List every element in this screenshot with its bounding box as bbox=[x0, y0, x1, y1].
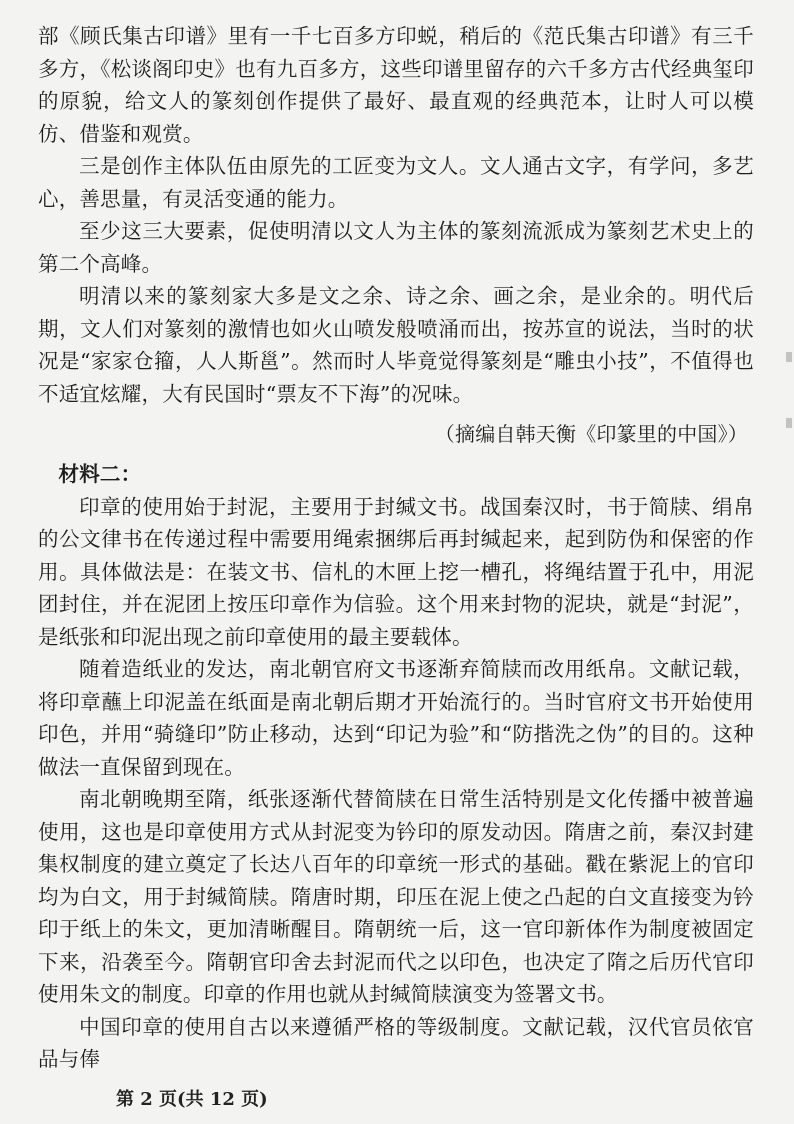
material1-paragraph-2: 至少这三大要素，促使明清以文人为主体的篆刻流派成为篆刻艺术史上的第二个高峰。 bbox=[38, 219, 754, 276]
material2-paragraph-3: 南北朝晚期至隋，纸张逐渐代替简牍在日常生活特别是文化传播中被普遍使用，这也是印章使用方式从封泥变为钤印的原发动因。隋唐之前，秦汉封建集权制度的建立奠定了长达八百年的印章统一形式的基础。戳在紫泥上的官印均为白文，用于封缄简牍。隋唐时期，印压在泥上使之凸起的白文直接变为钤印于纸上的朱文，更加清晰醒目。隋朝统一后，这一官印新体作为制度被固定下来，沿袭至今。隋朝官印舍去封泥而代之以印色，也决定了隋之后历代官印使用朱文的制度。印章的作用也就从封缄简牍演变为签署文书。 bbox=[38, 787, 754, 1006]
scan-edge-mark bbox=[786, 352, 792, 362]
scan-edge-mark bbox=[786, 418, 792, 428]
material1-paragraph-1: 三是创作主体队伍由原先的工匠变为文人。文人通古文字，有学问，多艺心，善思量，有灵活变通的能力。 bbox=[38, 154, 754, 211]
continuation-paragraph: 部《顾氏集古印谱》里有一千七百多方印蜕，稍后的《范氏集古印谱》有三千多方，《松谈阁印史》也有九百多方，这些印谱里留存的六千多方古代经典玺印的原貌，给文人的篆刻创作提供了最好、最直观的经典范本，让时人可以模仿、借鉴和观赏。 bbox=[38, 24, 754, 146]
material2-paragraph-2: 随着造纸业的发达，南北朝官府文书逐渐弃简牍而改用纸帛。文献记载，将印章蘸上印泥盖在纸面是南北朝后期才开始流行的。当时官府文书开始使用印色，并用“骑缝印”防止移动，达到“印记为验”和“防揩洗之伪”的目的。这种做法一直保留到现在。 bbox=[38, 657, 754, 779]
page-footer: 第 2 页(共 12 页) bbox=[116, 1089, 268, 1110]
material2-title: 材料二： bbox=[58, 462, 142, 486]
material2-paragraph-4: 中国印章的使用自古以来遵循严格的等级制度。文献记载，汉代官员依官品与俸 bbox=[38, 1014, 754, 1071]
material2-paragraph-1: 印章的使用始于封泥，主要用于封缄文书。战国秦汉时，书于简牍、绢帛的公文律书在传递过程中需要用绳索捆绑后再封缄起来，起到防伪和保密的作用。具体做法是：在装文书、信札的木匣上挖一槽孔，将绳结置于孔中，用泥团封住，并在泥团上按压印章作为信验。这个用来封物的泥块，就是“封泥”，是纸张和印泥出现之前印章使用的最主要载体。 bbox=[38, 494, 754, 649]
source-note: （摘编自韩天衡《印篆里的中国》） bbox=[434, 422, 748, 446]
material1-paragraph-3: 明清以来的篆刻家大多是文之余、诗之余、画之余，是业余的。明代后期，文人们对篆刻的激情也如火山喷发般喷涌而出，按苏宣的说法，当时的状况是“家家仓籀，人人斯邕”。然而时人毕竟觉得篆刻是“雕虫小技”，不值得也不适宜炫耀，大有民国时“票友不下海”的况味。 bbox=[38, 284, 754, 406]
body-text bbox=[38, 20, 754, 1076]
